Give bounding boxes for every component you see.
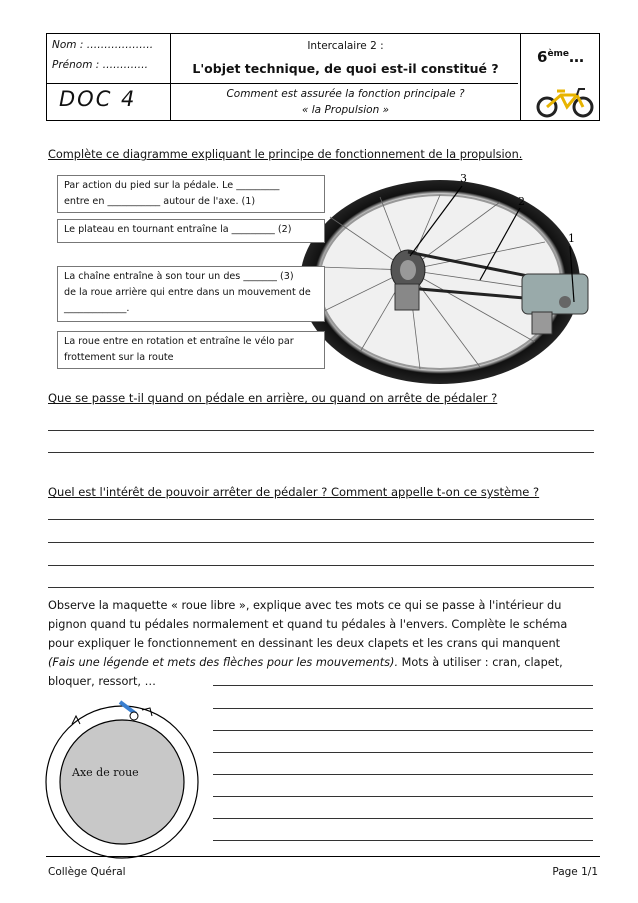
footer-rule bbox=[46, 856, 600, 857]
answer-line[interactable] bbox=[213, 730, 593, 731]
answer-line[interactable] bbox=[213, 708, 593, 709]
header-table bbox=[46, 33, 600, 121]
nom-label: Nom : ………………. bbox=[52, 39, 154, 51]
label-1: 1 bbox=[568, 232, 575, 245]
observe-paragraph: Observe la maquette « roue libre », explique avec tes mots ce qui se passe à l'intérieur du pignon quand tu pédales normalement et quand tu pédales à l'envers. Complète le schéma pour expliquer le fonctionnement en dessinant les deux clapets et les crans qui manquent (Fais une légende et mets des flèches pour les mouvements). Mots à utiliser : cran, clapet, bloquer, ressort, … bbox=[48, 599, 568, 688]
answer-line[interactable] bbox=[213, 774, 593, 775]
subtitle-line2: « la Propulsion » bbox=[301, 104, 390, 116]
pawl-pivot bbox=[130, 712, 138, 720]
diagram-box-1: Par action du pied sur la pédale. Le _________ entre en ___________ autour de l'axe. (1) bbox=[57, 175, 325, 213]
answer-line[interactable] bbox=[213, 840, 593, 841]
answer-line[interactable] bbox=[213, 818, 593, 819]
subtitle-line1: Comment est assurée la fonction principale ? bbox=[226, 88, 465, 100]
axle-hub bbox=[60, 720, 184, 844]
question-2: Quel est l'intérêt de pouvoir arrêter de pédaler ? Comment appelle t-on ce système ? bbox=[48, 485, 540, 499]
diagram-box-4: La roue entre en rotation et entraîne le vélo par frottement sur la route bbox=[57, 331, 325, 369]
intercalaire-label: Intercalaire 2 : bbox=[307, 40, 384, 52]
bicycle-icon bbox=[533, 83, 599, 119]
prenom-label: Prénom : …………. bbox=[52, 59, 148, 71]
question-1: Que se passe t-il quand on pédale en arrière, ou quand on arrête de pédaler ? bbox=[48, 391, 498, 405]
footer-school: Collège Quéral bbox=[48, 866, 126, 878]
label-2: 2 bbox=[518, 195, 525, 208]
answer-line[interactable] bbox=[48, 519, 594, 520]
axle-label: Axe de roue bbox=[72, 766, 139, 779]
answer-line[interactable] bbox=[213, 685, 593, 686]
main-title: L'objet technique, de quoi est-il constitué ? bbox=[192, 61, 499, 76]
freewheel-diagram[interactable] bbox=[34, 694, 214, 864]
footer-page: Page 1/1 bbox=[552, 866, 598, 878]
label-3: 3 bbox=[460, 172, 467, 185]
answer-line[interactable] bbox=[48, 452, 594, 453]
answer-line[interactable] bbox=[48, 430, 594, 431]
answer-line[interactable] bbox=[213, 752, 593, 753]
answer-line[interactable] bbox=[48, 542, 594, 543]
diagram-box-2: Le plateau en tournant entraîne la _________ (2) bbox=[57, 219, 325, 243]
doc-label: DOC 4 bbox=[59, 87, 137, 111]
rear-wheel-illustration bbox=[290, 172, 610, 384]
grade-label: 6ème… bbox=[537, 48, 585, 66]
section1-instruction: Complète ce diagramme expliquant le principe de fonctionnement de la propulsion. bbox=[48, 148, 523, 161]
diagram-box-3: La chaîne entraîne à son tour un des _______ (3) de la roue arrière qui entre dans un mouvement de _____________. bbox=[57, 266, 325, 322]
answer-line[interactable] bbox=[213, 796, 593, 797]
answer-line[interactable] bbox=[48, 565, 594, 566]
answer-line[interactable] bbox=[48, 587, 594, 588]
